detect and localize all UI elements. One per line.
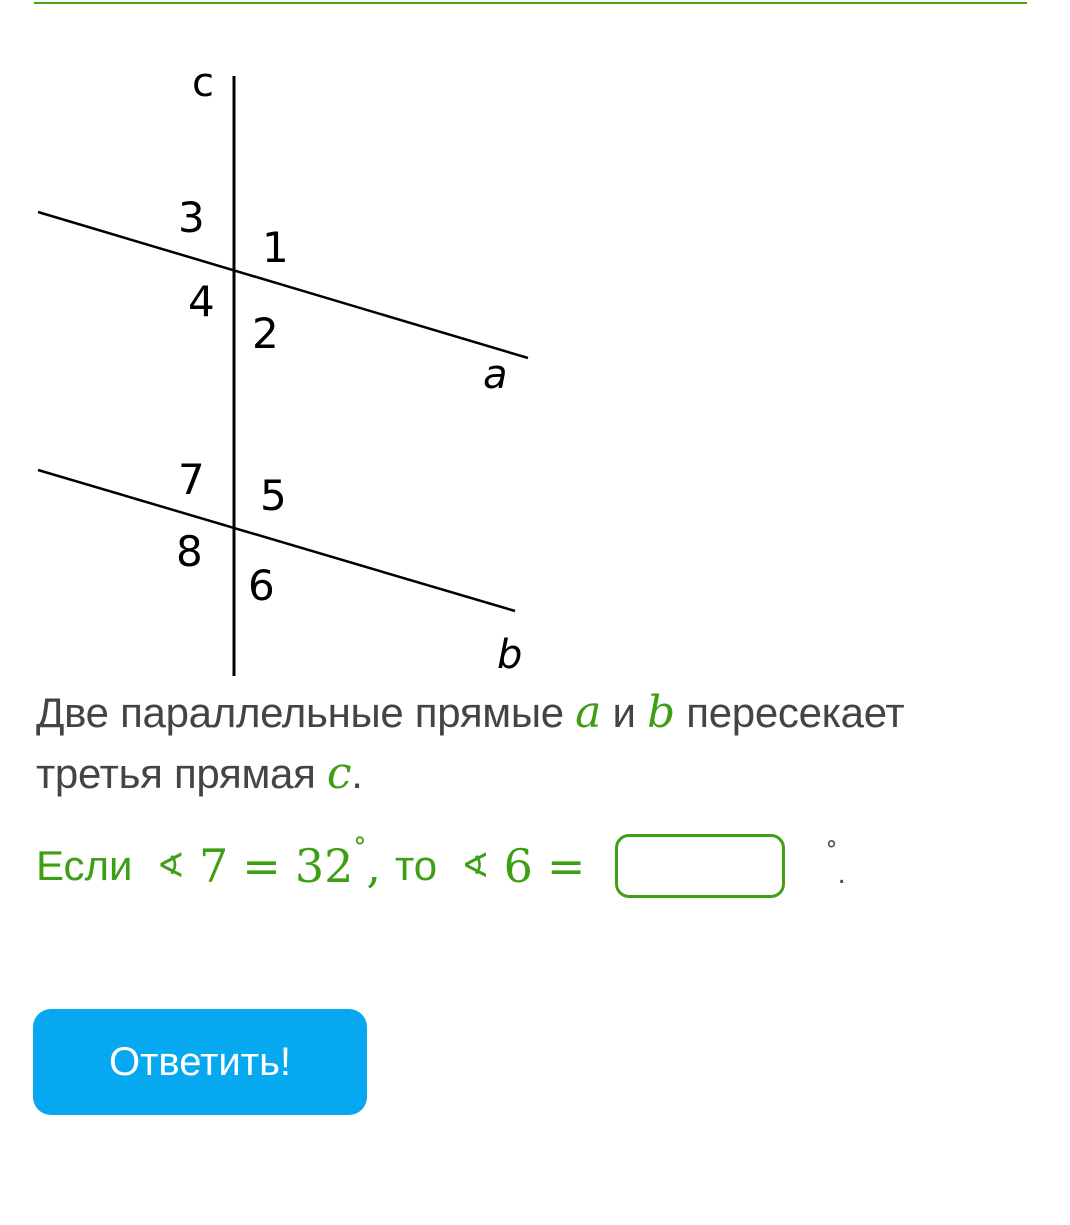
parallel-lines-figure xyxy=(0,0,600,690)
angle-symbol-icon-2: ∢ xyxy=(461,846,490,886)
angle-label-1: 1 xyxy=(262,223,289,272)
var-c: c xyxy=(326,748,352,799)
question-line xyxy=(36,826,846,906)
end-degree-symbol: ° xyxy=(825,836,838,864)
target-angle-number: 6 xyxy=(503,839,533,893)
end-period: . xyxy=(837,857,846,890)
given-angle-value: 32 xyxy=(294,839,354,893)
given-angle-number: 7 xyxy=(199,839,229,893)
angle-label-7: 7 xyxy=(178,455,205,504)
label-a: a xyxy=(483,352,508,398)
label-c: c xyxy=(192,60,214,106)
problem-text-3: пересекает третья прямая xyxy=(36,689,905,797)
problem-statement xyxy=(36,682,1036,804)
then-label: то xyxy=(395,842,438,889)
submit-answer-button[interactable]: Ответить! xyxy=(33,1009,367,1115)
if-label: Если xyxy=(36,842,133,889)
comma: , xyxy=(366,839,382,893)
angle-label-8: 8 xyxy=(176,527,203,576)
angle-label-3: 3 xyxy=(178,193,205,242)
problem-text-1: Две параллельные прямые xyxy=(36,689,576,736)
problem-text-4: . xyxy=(351,750,363,797)
angle-label-5: 5 xyxy=(260,471,287,520)
angle-label-6: 6 xyxy=(248,561,275,610)
degree-symbol: ° xyxy=(353,833,367,863)
angle-symbol-icon: ∢ xyxy=(156,846,186,886)
answer-input[interactable] xyxy=(615,834,785,898)
label-b: b xyxy=(497,632,523,678)
equals-sign-2: = xyxy=(546,839,586,893)
var-b: b xyxy=(647,687,675,738)
angle-label-4: 4 xyxy=(188,277,215,326)
angle-label-2: 2 xyxy=(252,309,279,358)
equals-sign: = xyxy=(242,839,281,893)
var-a: a xyxy=(575,687,602,738)
problem-text-2: и xyxy=(601,689,648,736)
